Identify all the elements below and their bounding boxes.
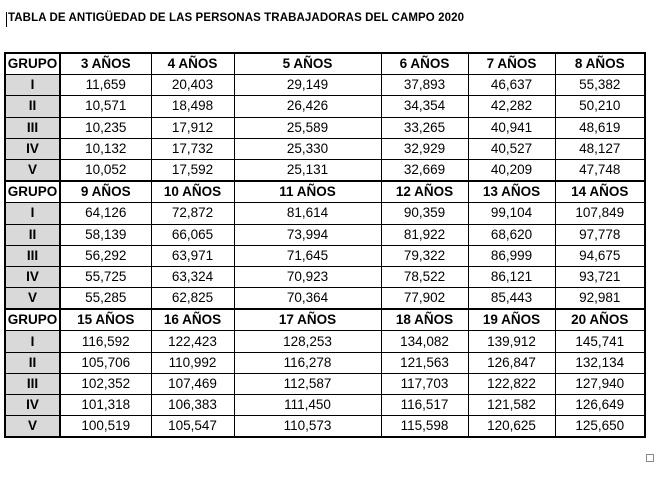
- value-cell: 63,324: [151, 266, 234, 287]
- value-cell: 17,592: [151, 159, 234, 181]
- group-column-header: GRUPO: [5, 53, 60, 75]
- value-cell: 92,981: [555, 288, 645, 310]
- value-cell: 126,847: [468, 352, 555, 373]
- value-cell: 34,354: [381, 96, 468, 117]
- years-column-header: 14 AÑOS: [555, 181, 645, 203]
- years-column-header: 3 AÑOS: [60, 53, 151, 75]
- value-cell: 90,359: [381, 203, 468, 224]
- value-cell: 120,625: [468, 416, 555, 438]
- value-cell: 10,132: [60, 138, 151, 159]
- value-cell: 47,748: [555, 159, 645, 181]
- text-cursor: [6, 12, 7, 27]
- group-label-cell: II: [5, 352, 60, 373]
- value-cell: 72,872: [151, 203, 234, 224]
- table-row: [5, 75, 645, 96]
- value-cell: 56,292: [60, 245, 151, 266]
- value-cell: 40,941: [468, 117, 555, 138]
- value-cell: 115,598: [381, 416, 468, 438]
- years-column-header: 7 AÑOS: [468, 53, 555, 75]
- value-cell: 10,571: [60, 96, 151, 117]
- value-cell: 29,149: [234, 75, 381, 96]
- years-column-header: 6 AÑOS: [381, 53, 468, 75]
- table-row: [5, 331, 645, 352]
- value-cell: 66,065: [151, 224, 234, 245]
- table-header-row: [5, 53, 645, 75]
- value-cell: 105,706: [60, 352, 151, 373]
- group-label-cell: III: [5, 373, 60, 394]
- table-resize-handle[interactable]: [646, 454, 654, 462]
- table-row: [5, 288, 645, 310]
- value-cell: 116,278: [234, 352, 381, 373]
- document-title: TABLA DE ANTIGÜEDAD DE LAS PERSONAS TRABAJADORAS DEL CAMPO 2020: [8, 12, 465, 24]
- table-row: [5, 203, 645, 224]
- value-cell: 71,645: [234, 245, 381, 266]
- years-column-header: 13 AÑOS: [468, 181, 555, 203]
- value-cell: 70,364: [234, 288, 381, 310]
- value-cell: 37,893: [381, 75, 468, 96]
- value-cell: 25,131: [234, 159, 381, 181]
- value-cell: 121,563: [381, 352, 468, 373]
- value-cell: 10,235: [60, 117, 151, 138]
- value-cell: 64,126: [60, 203, 151, 224]
- group-label-cell: I: [5, 75, 60, 96]
- value-cell: 77,902: [381, 288, 468, 310]
- table-header-row: [5, 181, 645, 203]
- years-column-header: 4 AÑOS: [151, 53, 234, 75]
- value-cell: 48,127: [555, 138, 645, 159]
- value-cell: 122,423: [151, 331, 234, 352]
- value-cell: 50,210: [555, 96, 645, 117]
- group-column-header: GRUPO: [5, 309, 60, 331]
- group-label-cell: V: [5, 416, 60, 438]
- value-cell: 110,573: [234, 416, 381, 438]
- table-row: [5, 266, 645, 287]
- value-cell: 105,547: [151, 416, 234, 438]
- value-cell: 111,450: [234, 395, 381, 416]
- years-column-header: 20 AÑOS: [555, 309, 645, 331]
- value-cell: 55,382: [555, 75, 645, 96]
- table-row: [5, 245, 645, 266]
- value-cell: 94,675: [555, 245, 645, 266]
- value-cell: 121,582: [468, 395, 555, 416]
- years-column-header: 12 AÑOS: [381, 181, 468, 203]
- years-column-header: 5 AÑOS: [234, 53, 381, 75]
- value-cell: 62,825: [151, 288, 234, 310]
- value-cell: 11,659: [60, 75, 151, 96]
- years-column-header: 9 AÑOS: [60, 181, 151, 203]
- value-cell: 122,822: [468, 373, 555, 394]
- value-cell: 20,403: [151, 75, 234, 96]
- table-header-row: [5, 309, 645, 331]
- value-cell: 17,912: [151, 117, 234, 138]
- table-row: [5, 159, 645, 181]
- years-column-header: 16 AÑOS: [151, 309, 234, 331]
- value-cell: 86,121: [468, 266, 555, 287]
- value-cell: 78,522: [381, 266, 468, 287]
- value-cell: 81,922: [381, 224, 468, 245]
- value-cell: 58,139: [60, 224, 151, 245]
- years-column-header: 8 AÑOS: [555, 53, 645, 75]
- group-label-cell: II: [5, 96, 60, 117]
- value-cell: 79,322: [381, 245, 468, 266]
- value-cell: 107,849: [555, 203, 645, 224]
- value-cell: 127,940: [555, 373, 645, 394]
- value-cell: 40,527: [468, 138, 555, 159]
- group-label-cell: V: [5, 288, 60, 310]
- years-column-header: 17 AÑOS: [234, 309, 381, 331]
- value-cell: 126,649: [555, 395, 645, 416]
- value-cell: 93,721: [555, 266, 645, 287]
- value-cell: 25,330: [234, 138, 381, 159]
- table-row: [5, 117, 645, 138]
- value-cell: 116,517: [381, 395, 468, 416]
- value-cell: 70,923: [234, 266, 381, 287]
- group-label-cell: III: [5, 117, 60, 138]
- value-cell: 26,426: [234, 96, 381, 117]
- value-cell: 102,352: [60, 373, 151, 394]
- value-cell: 112,587: [234, 373, 381, 394]
- group-label-cell: V: [5, 159, 60, 181]
- value-cell: 106,383: [151, 395, 234, 416]
- value-cell: 42,282: [468, 96, 555, 117]
- value-cell: 125,650: [555, 416, 645, 438]
- value-cell: 40,209: [468, 159, 555, 181]
- value-cell: 18,498: [151, 96, 234, 117]
- value-cell: 10,052: [60, 159, 151, 181]
- years-column-header: 11 AÑOS: [234, 181, 381, 203]
- value-cell: 99,104: [468, 203, 555, 224]
- group-label-cell: II: [5, 224, 60, 245]
- years-column-header: 10 AÑOS: [151, 181, 234, 203]
- value-cell: 32,669: [381, 159, 468, 181]
- value-cell: 55,725: [60, 266, 151, 287]
- group-label-cell: IV: [5, 138, 60, 159]
- value-cell: 117,703: [381, 373, 468, 394]
- value-cell: 68,620: [468, 224, 555, 245]
- value-cell: 73,994: [234, 224, 381, 245]
- value-cell: 48,619: [555, 117, 645, 138]
- seniority-table: [4, 52, 646, 438]
- group-label-cell: IV: [5, 266, 60, 287]
- value-cell: 116,592: [60, 331, 151, 352]
- table-row: [5, 373, 645, 394]
- value-cell: 101,318: [60, 395, 151, 416]
- group-label-cell: I: [5, 203, 60, 224]
- table-row: [5, 224, 645, 245]
- value-cell: 107,469: [151, 373, 234, 394]
- value-cell: 86,999: [468, 245, 555, 266]
- group-label-cell: IV: [5, 395, 60, 416]
- value-cell: 145,741: [555, 331, 645, 352]
- value-cell: 17,732: [151, 138, 234, 159]
- value-cell: 32,929: [381, 138, 468, 159]
- value-cell: 55,285: [60, 288, 151, 310]
- years-column-header: 18 AÑOS: [381, 309, 468, 331]
- value-cell: 134,082: [381, 331, 468, 352]
- table-row: [5, 96, 645, 117]
- table-row: [5, 352, 645, 373]
- years-column-header: 19 AÑOS: [468, 309, 555, 331]
- value-cell: 110,992: [151, 352, 234, 373]
- group-column-header: GRUPO: [5, 181, 60, 203]
- value-cell: 128,253: [234, 331, 381, 352]
- table-row: [5, 395, 645, 416]
- value-cell: 85,443: [468, 288, 555, 310]
- group-label-cell: I: [5, 331, 60, 352]
- value-cell: 139,912: [468, 331, 555, 352]
- value-cell: 46,637: [468, 75, 555, 96]
- value-cell: 63,971: [151, 245, 234, 266]
- table-row: [5, 138, 645, 159]
- value-cell: 132,134: [555, 352, 645, 373]
- table-row: [5, 416, 645, 438]
- value-cell: 100,519: [60, 416, 151, 438]
- value-cell: 81,614: [234, 203, 381, 224]
- group-label-cell: III: [5, 245, 60, 266]
- value-cell: 25,589: [234, 117, 381, 138]
- value-cell: 33,265: [381, 117, 468, 138]
- years-column-header: 15 AÑOS: [60, 309, 151, 331]
- value-cell: 97,778: [555, 224, 645, 245]
